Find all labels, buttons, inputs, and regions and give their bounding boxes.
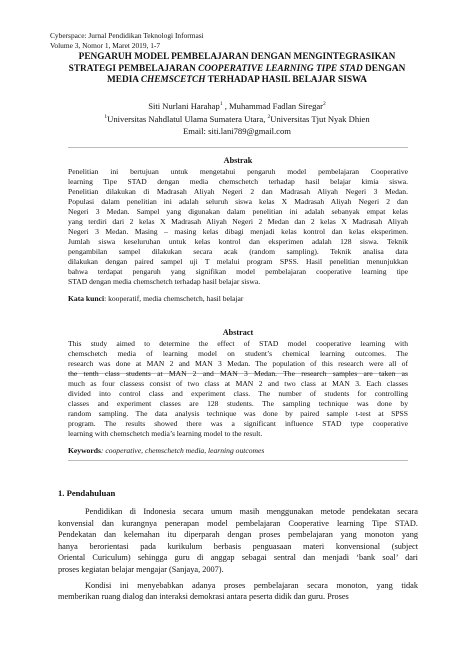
text-line: dilakukan dengan paired sampel uji T melalui program SPSS. Hasil penelitian menunjukkan [68,257,408,266]
text-line: Populasi dalam penelitian ini adalah seluruh siswa kelas X Madrasah Aliyah Negeri 2 dan [68,197,408,206]
abstract-keywords [68,446,408,456]
author-email: Email: siti.lani789@gmail.com [183,125,291,136]
text-line: random sampling. The data analysis technique was done by paired sample t-test at SPSS [68,409,408,418]
text-line: Negeri 3 Medan. Masing – masing kelas dibagi menjadi kelas kontrol dan kelas eksperimen. [68,227,408,236]
author-2-sup: 2 [323,101,326,107]
text-line: konvensial dan kurangnya penerapan model pembelajaran Cooperative learning Tipe STAD. [58,518,418,528]
abstrak-kw-label: Kata kunci [68,294,105,303]
title-line-3-c: TERHADAP HASIL BELAJAR SISWA [205,75,367,86]
paragraph-1 [58,506,418,576]
title-line-3-a: MEDIA [107,75,141,86]
text-line: Negeri 3 Medan. Sampel yang digunakan dalam penelitian ini adalah sebanyak empat kelas [68,207,408,216]
text-line: This study aimed to determine the effect of STAD model cooperative learning with [68,339,408,348]
text-line: Jumlah siswa keseluruhan untuk kelas kontrol dan eksperimen adalah 128 siswa. Teknik [68,237,408,246]
affiliations [50,112,424,125]
text-line: bahwa terdapat pengaruh yang signifikan model pembelajaran cooperative learning tipe [68,267,408,276]
affiliation-2: Universitas Tjut Nyak Dhien [270,114,370,125]
journal-name: Cyberspace: Jurnal Pendidikan Teknologi Informasi [50,31,204,40]
author-1-sup: 1 [219,101,223,107]
abstrak-keywords [68,294,408,304]
section-body [58,506,418,603]
text-line: Pendekatan dan kelemahan itu diperparah dengan proses pembelajaran yang monoton yang [58,530,418,540]
paper-title [50,52,424,87]
author-1: Siti Nurlani Harahap [148,100,220,111]
section-heading: 1. Pendahuluan [58,488,116,498]
abstrak-body [68,167,408,287]
title-line-1: PENGARUH MODEL PEMBELAJARAN DENGAN MENGINTEGRASIKAN [78,52,396,62]
aff-1-sup: 1 [104,114,108,121]
text-line: Pendidikan di Indonesia secara umum masih menggunakan metode pendekatan secara [85,507,418,516]
text-line: much as four classess consist of two class at MAN 2 and two class at MAN 3. Each classes [68,379,408,388]
abstrak-heading: Abstrak [223,156,253,165]
journal-volume: Volume 3, Nomor 1, Maret 2019, 1-7 [50,40,161,50]
text-line: Kondisi ini menyebabkan adanya proses pembelajaran secara monoton, yang tidak [85,580,418,590]
paragraph-2 [58,580,418,603]
journal-header [50,31,204,50]
text-line: learning with chemschetch media’s learning model to the result. [68,429,263,438]
text-line: hanya berorientasi pada kurikulum berbasis penguasaan materi konvensional (subject [58,541,418,551]
text-line: chemschetch media of learning model on student’s chemical learning outcomes. The [68,349,408,358]
text-line: STAD dengan media chemschetch terhadap hasil belajar siswa. [68,277,261,286]
author-block [50,99,424,138]
abstract-heading: Abstract [222,328,254,337]
title-line-3-b: CHEMSCETCH [140,75,206,86]
text-line: memberikan ruang dialog dan interaksi demokrasi antara peserta didik dan guru. Proses [58,592,349,602]
text-line: yang terdiri dari 2 kelas X Madrasah Aliyah Negeri 2 Medan dan 2 kelas X Madrasah Aliyah [68,217,408,226]
title-line-2-c: DENGAN [362,63,406,74]
text-line: Oriental Curiculum) sehingga guru di anggap sebagai sentral dan menjadi ‘bank soal’ dari [58,553,418,563]
title-line-3 [50,75,424,87]
author-2: , Muhammad Fadlan Siregar [222,100,324,111]
text-line: divided into control class and experiment class. The number of students for controlling [68,389,408,398]
abstract-box [68,320,408,461]
affiliation-1: Universitas Nahdlatul Ulama Sumatera Utara, [107,114,268,125]
text-line: learning Tipe STAD dengan media chemschetch terhadap hasil belajar kimia siswa. [68,177,408,186]
text-line: pengambilan sampel dilakukan secara acak (random sampling). Teknik analisa data [68,247,408,256]
aff-2-sup: 2 [267,114,271,121]
abstract-kw-text: : cooperative, chemschetch media, learning outcomes [100,446,265,455]
author-names [50,99,424,112]
text-line: proses kegiatan belajar mengajar (Sanjaya, 2007). [58,564,224,574]
title-line-2-b: COOPERATIVE LEARNING TIPE STAD [198,63,363,74]
text-line: classes and experiment classes are 128 students. The sampling technique was done by [68,399,408,408]
abstract-body [68,339,408,439]
abstract-kw-label: Keywords [68,446,101,455]
abstrak-kw-text: : kooperatif, media chemschetch, hasil belajar [104,294,244,303]
text-line: program. The results showed there was a significant influence STAD type cooperative [68,419,408,428]
title-line-2 [50,64,424,76]
text-line: research was done at MAN 2 and MAN 3 Medan. The population of this research were all of [68,359,408,368]
text-line: Penelitian ini bertujuan untuk mengetahui pengaruh model pembelajaran Cooperative [68,167,408,176]
title-line-2-a: STRATEGI PEMBELAJARAN [68,63,199,74]
text-line: Penelitian dilakukan di Madrasah Aliyah Negeri 2 dan Madrasah Aliyah Negeri 3 Medan. [68,187,408,196]
text-line: the tenth class students at MAN 2 and MAN 3 Medan. The research samples are taken as [68,369,408,378]
